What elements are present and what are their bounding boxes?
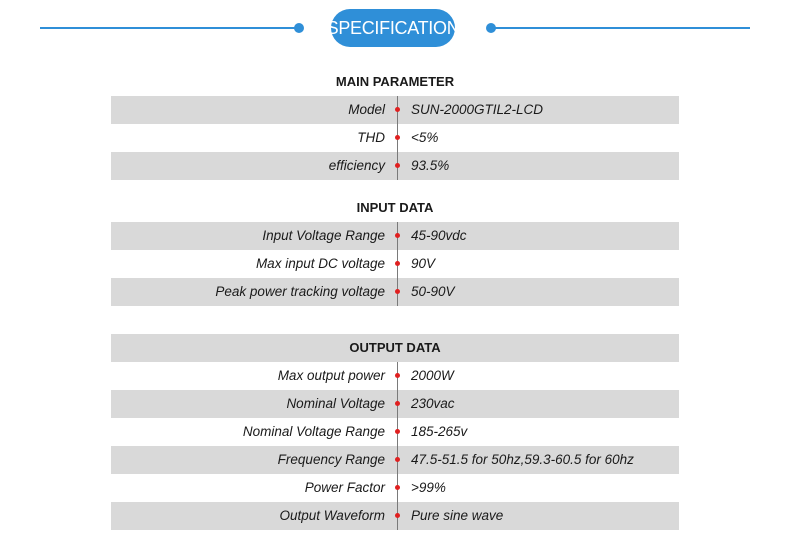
spec-row (111, 502, 679, 530)
bullet-icon (395, 401, 400, 406)
spec-row (111, 96, 679, 124)
spec-label: Max output power (277, 368, 385, 383)
output-data-section (111, 334, 679, 530)
spec-label: Frequency Range (277, 452, 385, 467)
bullet-icon (395, 107, 400, 112)
spec-row (111, 474, 679, 502)
spec-row (111, 250, 679, 278)
bullet-icon (395, 429, 400, 434)
spec-value: SUN-2000GTIL2-LCD (411, 102, 544, 117)
spec-label: Peak power tracking voltage (215, 284, 385, 299)
spec-value: 93.5% (411, 158, 450, 173)
spec-label: Nominal Voltage Range (242, 424, 385, 439)
spec-label: Output Waveform (279, 508, 385, 523)
main-parameter-section (111, 68, 679, 180)
spec-label: efficiency (328, 158, 385, 173)
spec-row (111, 222, 679, 250)
spec-value: 2000W (411, 368, 454, 383)
spec-value: 45-90vdc (411, 228, 467, 243)
spec-value: 90V (411, 256, 436, 271)
bullet-icon (395, 485, 400, 490)
spec-row (111, 390, 679, 418)
bullet-icon (395, 261, 400, 266)
bullet-icon (395, 135, 400, 140)
spec-value: >99% (411, 480, 446, 495)
spec-value: 47.5-51.5 for 50hz,59.3-60.5 for 60hz (411, 452, 634, 467)
spec-title: SPECIFICATION (326, 17, 460, 38)
spec-label: Power Factor (304, 480, 385, 495)
spec-value: 185-265v (411, 424, 468, 439)
section-title: INPUT DATA (356, 200, 434, 215)
section-title: OUTPUT DATA (111, 334, 679, 362)
spec-label: Model (348, 102, 385, 117)
spec-title-badge (326, 9, 460, 47)
spec-header (0, 0, 790, 60)
spec-row (111, 446, 679, 474)
spec-row (111, 152, 679, 180)
spec-row (111, 124, 679, 152)
header-line-right (492, 27, 750, 29)
spec-row (111, 362, 679, 390)
input-data-section (111, 194, 679, 306)
bullet-icon (395, 457, 400, 462)
spec-row (111, 278, 679, 306)
spec-label: Nominal Voltage (286, 396, 385, 411)
bullet-icon (395, 373, 400, 378)
bullet-icon (395, 233, 400, 238)
header-dot-left (294, 23, 304, 33)
spec-value: Pure sine wave (411, 508, 504, 523)
spec-value: <5% (411, 130, 439, 145)
spec-label: Input Voltage Range (262, 228, 385, 243)
bullet-icon (395, 163, 400, 168)
bullet-icon (395, 513, 400, 518)
spec-row (111, 418, 679, 446)
spec-label: THD (357, 130, 385, 145)
bullet-icon (395, 289, 400, 294)
header-line-left (40, 27, 298, 29)
spec-value: 50-90V (411, 284, 455, 299)
spec-label: Max input DC voltage (255, 256, 385, 271)
section-title: MAIN PARAMETER (335, 74, 455, 89)
spec-value: 230vac (411, 396, 455, 411)
